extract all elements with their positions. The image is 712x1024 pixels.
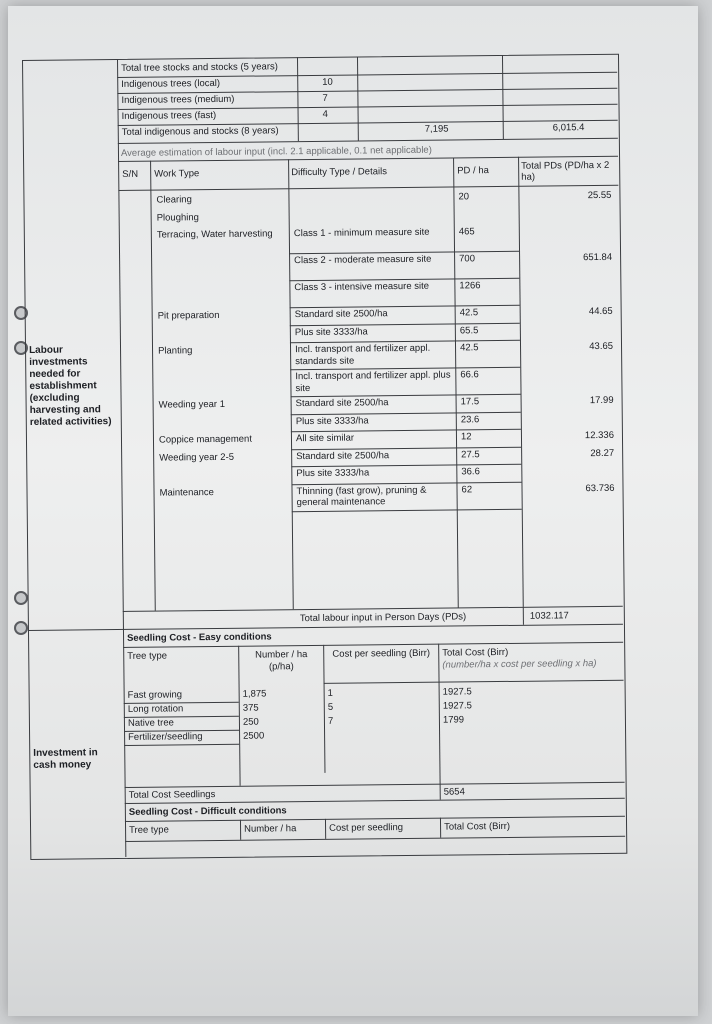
labour-row-work-type: Weeding year 1 xyxy=(158,398,226,411)
labour-row-detail: Incl. transport and fertilizer appl. plus site xyxy=(295,369,451,394)
difficult-header-total: Total Cost (Birr) xyxy=(443,820,511,833)
easy-row-type: Fast growing xyxy=(127,689,183,701)
labour-row-detail: All site similar xyxy=(295,432,355,445)
easy-row-type: Fertilizer/seedling xyxy=(128,731,203,743)
top-row-count: 10 xyxy=(322,76,333,88)
labour-row-pd: 1266 xyxy=(459,280,481,292)
labour-row-detail: Class 1 - minimum measure site xyxy=(293,226,430,240)
difficult-header-number: Number / ha xyxy=(244,823,297,835)
easy-row-type: Native tree xyxy=(127,717,174,729)
seedling-easy-title: Seedling Cost - Easy conditions xyxy=(127,631,272,644)
easy-header-number: Number / ha (p/ha) xyxy=(255,649,308,672)
top-row-label: Total indigenous and stocks (8 years) xyxy=(121,125,279,138)
total-cost-value: 5654 xyxy=(443,786,465,798)
top-row-count: 4 xyxy=(322,108,328,120)
easy-header-cost: Cost per seedling (Birr) xyxy=(332,647,431,660)
labour-row-pd: 20 xyxy=(458,191,470,203)
labour-row-detail: Incl. transport and fertilizer appl. standards site xyxy=(294,342,431,367)
labour-row-detail: Class 3 - intensive measure site xyxy=(294,280,430,294)
labour-row-work-type: Weeding year 2-5 xyxy=(159,451,235,464)
easy-row-cost: 1 xyxy=(327,687,334,699)
seedling-difficult-title: Seedling Cost - Difficult conditions xyxy=(128,805,287,818)
labour-row-total: 44.65 xyxy=(588,305,613,318)
difficult-header-type: Tree type xyxy=(129,824,169,836)
easy-row-total: 1927.5 xyxy=(442,700,472,712)
labour-row-total: 28.27 xyxy=(590,447,615,459)
top-row-count: 7 xyxy=(322,92,328,104)
binder-hole xyxy=(14,621,28,635)
labour-row-work-type: Maintenance xyxy=(159,486,214,499)
labour-row-work-type: Terracing, Water harvesting xyxy=(156,228,273,241)
labour-row-detail: Standard site 2500/ha xyxy=(296,449,390,462)
easy-header-type: Tree type xyxy=(127,650,168,662)
easy-row-cost: 5 xyxy=(327,701,334,713)
cost-table xyxy=(22,54,640,865)
labour-row-detail: Plus site 3333/ha xyxy=(294,325,368,338)
labour-row-pd: 700 xyxy=(459,253,476,265)
labour-row-pd: 36.6 xyxy=(461,466,480,478)
easy-row-number: 1,875 xyxy=(242,688,267,700)
header-sn: S/N xyxy=(122,168,139,180)
labour-total-label: Total labour input in Person Days (PDs) xyxy=(299,611,467,625)
labour-row-pd: 17.5 xyxy=(460,396,480,408)
top-row-value-1: 7,195 xyxy=(424,123,449,135)
labour-row-total: 17.99 xyxy=(589,394,614,407)
labour-section-label: Labour investments needed for establishment (excluding harvesting and related activities) xyxy=(28,344,112,428)
labour-row-total: 43.65 xyxy=(589,340,614,353)
labour-row-pd: 23.6 xyxy=(460,413,480,425)
labour-row-pd: 27.5 xyxy=(461,448,480,460)
labour-row-total: 12.336 xyxy=(584,429,615,442)
labour-row-pd: 66.6 xyxy=(460,369,479,381)
easy-row-type: Long rotation xyxy=(127,703,184,715)
labour-row-pd: 62 xyxy=(461,483,473,495)
labour-row-total: 651.84 xyxy=(582,251,613,264)
easy-row-total: 1927.5 xyxy=(442,686,472,698)
labour-row-work-type: Clearing xyxy=(156,194,192,206)
labour-row-total: 25.55 xyxy=(587,189,612,202)
easy-row-number: 250 xyxy=(242,716,259,728)
labour-row-pd: 12 xyxy=(460,431,472,443)
labour-note: Average estimation of labour input (incl. 2.1 applicable, 0.1 net applicable) xyxy=(120,144,432,159)
top-row-label: Indigenous trees (medium) xyxy=(121,93,235,106)
difficult-header-cost: Cost per seedling xyxy=(329,822,404,834)
easy-total-note: (number/ha x cost per seedling x ha) xyxy=(442,658,597,671)
labour-row-pd: 465 xyxy=(458,226,475,238)
header-total: Total PDs (PD/ha x 2 ha) xyxy=(521,159,610,183)
easy-row-number: 375 xyxy=(242,702,259,714)
labour-row-detail: Class 2 - moderate measure site xyxy=(294,253,432,267)
easy-row-number: 2500 xyxy=(243,730,265,742)
labour-row-pd: 65.5 xyxy=(459,324,479,336)
labour-row-work-type: Coppice management xyxy=(158,433,252,446)
easy-header-total: Total Cost (Birr) xyxy=(442,646,509,659)
labour-row-pd: 42.5 xyxy=(459,307,479,319)
header-pd: PD / ha xyxy=(457,165,489,177)
top-row-label: Indigenous trees (local) xyxy=(121,77,221,90)
top-row-label: Total tree stocks and stocks (5 years) xyxy=(121,61,278,74)
labour-row-detail: Thinning (fast grow), pruning & general maintenance xyxy=(296,484,427,509)
labour-row-detail: Standard site 2500/ha xyxy=(294,308,388,321)
total-cost-label: Total Cost Seedlings xyxy=(128,789,216,801)
labour-row-detail: Standard site 2500/ha xyxy=(295,397,389,410)
labour-row-detail: Plus site 3333/ha xyxy=(296,467,370,480)
investment-section-label: Investment in cash money xyxy=(33,747,98,771)
labour-row-pd: 42.5 xyxy=(459,342,479,354)
labour-total-value: 1032.117 xyxy=(529,610,569,622)
header-work-type: Work Type xyxy=(154,168,200,180)
labour-row-total: 63.736 xyxy=(585,482,615,494)
top-row-value-2: 6,015.4 xyxy=(552,122,585,134)
labour-row-work-type: Planting xyxy=(157,345,193,357)
easy-row-cost: 7 xyxy=(327,715,334,727)
labour-row-work-type: Ploughing xyxy=(156,211,199,224)
binder-hole xyxy=(14,591,28,605)
header-difficulty: Difficulty Type / Details xyxy=(291,166,387,179)
labour-row-detail: Plus site 3333/ha xyxy=(295,414,369,427)
top-row-label: Indigenous trees (fast) xyxy=(121,109,217,122)
labour-row-work-type: Pit preparation xyxy=(157,309,220,322)
easy-row-total: 1799 xyxy=(442,714,465,726)
